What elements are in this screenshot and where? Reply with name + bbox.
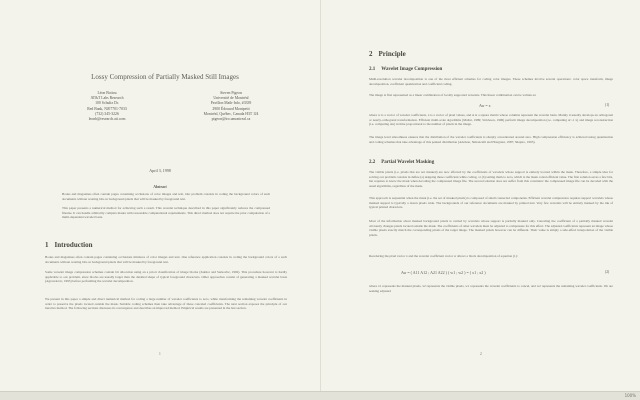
right-page — [320, 0, 640, 392]
body-paragraph: We present in this paper a simple and direct numerical method for coding a large number of wavelet coefficients to zero, while transforming the remaining wavelet coefficients in order to preserve the pixels located outside the mask. Suitable coding schemes then take advantage of these canceled coefficients. The next section exposes the principle of our iterative method. The following sections discusses its convergence and describes an improved method. Empirical results are presented in the last section. — [45, 297, 287, 311]
author-block-1 — [62, 91, 152, 122]
author-block-2 — [176, 91, 286, 122]
section-number: 1 — [45, 241, 49, 249]
body-paragraph: The visible pixels (i.e. pixels that are not masked) are now affected by the coefficients of wavelets whose support is entirely located within the mask. Therefore, a simple idea for solving our problem consists in define (a) skipping these coefficient while coding, or (b) setting them to zero, which is the mask coded efficient value. The first solution saves a few bits, but requires to know the mask when decoding the compressed image file. The second solution does not suffer from this constraint: the compressed image file can be decoded with the usual algorithms, regardless of the mask. — [369, 170, 614, 189]
body-paragraph: This approach is sequential when the mask (i.e. the set of masked pixels) is composed of small connected components. Efficient wavelet compression requires support wavelets whose masked support is typically a dozen pixels wide. The backgrounds of our reference documents are masked by printed text. Very few wavelets will be entirely masked by the ink of typical printed characters. — [369, 196, 613, 210]
author-name: Léon Bottou — [97, 91, 117, 95]
section-number: 2 — [369, 50, 373, 58]
author-address: 2900 Édouard Montpetit — [212, 106, 250, 111]
body-paragraph: Reordering the pixel vector x and the wavelet coefficient vector w allows a block decomposition of equation (1): — [369, 254, 518, 258]
subsection-heading-partial-masking — [369, 160, 434, 165]
section-title: Introduction — [54, 241, 93, 249]
section-title: Principle — [378, 50, 406, 58]
author-affiliation: Université de Montréal — [213, 96, 249, 101]
author-phone: (732) 345-3226 — [95, 111, 119, 116]
page-number: 2 — [480, 352, 482, 356]
author-address: Pavillon Math-Info, #3339 — [210, 101, 252, 106]
paper-date: April 3, 1998 — [149, 168, 171, 173]
body-paragraph: The image level smoothness ensures that the distribution of the wavelet coefficients is sharply concentrated around zero. High compression efficiency is achieved using quantization and coding schemes that take advantage of this peaked distribution (Adelson, Simoncelli and Hongrani, 1987; Shapiro, 1993). — [369, 135, 613, 144]
equation-number: (1) — [605, 103, 610, 107]
abstract-paragraph: Books and magazines often contain pages containing occlusions of color images and text. Our problem consists in coding the background colors of such documents without wasting bits on background pixels that will be masked by foreground text. — [62, 192, 270, 201]
author-email: leonb@research.att.com — [88, 117, 126, 122]
body-paragraph: where x1 represents the masked pixels, x2 represents the visible pixels, w1 represents the wavelet coefficients to cancel, and w2 represents the remaining wavelet coefficients. We are seeking adjusted — [369, 284, 613, 293]
subsection-title: Wavelet Image Compression — [381, 67, 443, 72]
author-email: pigeon@iro.umontreal.ca — [211, 117, 251, 122]
body-paragraph: Multi-resolution wavelet decomposition is one of the most efficient schemes for coding color images. These schemes involve several operations: color space transform, image decomposition, coefficient quantization and coefficient coding. — [369, 77, 613, 86]
equation-1: Aw = x — [479, 103, 491, 108]
author-affiliation: AT&T Labs Research — [90, 96, 124, 101]
subsection-number: 2.1 — [369, 67, 376, 72]
section-heading-introduction — [45, 241, 93, 249]
equation-2: Aw = ( A11 A12 ; A21 A22 ) ( w1 ; w2 ) = ( x1 ; x2 ) — [401, 270, 486, 275]
abstract-heading: Abstract — [153, 185, 167, 189]
zoom-level[interactable]: 100% — [624, 393, 636, 398]
body-paragraph: Books and magazines often contain pages containing occlusions mixtures of color images and text. One reference application consists in coding the background colors of a such documents without wasting bits on background pixels that will be masked by foreground text. — [45, 255, 287, 264]
subsection-title: Partial Wavelet Masking — [381, 160, 435, 165]
subsection-heading-wavelet-compression — [369, 67, 442, 72]
left-page — [0, 0, 320, 392]
author-name: Steven Pigeon — [220, 91, 242, 95]
body-paragraph: Most of the information about masked background pixels is carried by wavelets whose support is partially masked only. Canceling the coefficient of a partially masked wavelet obviously changes pixels located outside the mask. The coefficients of other wavelets must be adjusted to compensate for this effect. The adjusted coefficients represent an image whose visible pixels exactly match the corresponding pixels of the target image. The masked pixels however can be different. Their value is simply a side-effect interpolation of the visible pixels. — [369, 219, 613, 238]
subsection-number: 2.2 — [369, 160, 376, 165]
author-phone: Montréal, Québec, Canada H3T 1J4 — [203, 111, 259, 116]
paper-title: Lossy Compression of Partially Masked Still Images — [91, 73, 239, 81]
body-paragraph: Some wavelet image compression schemes contain bit allocation using an a priori classification of image blocks (Zakhor and Sarkovitz, 1992). This procedure however is hardly applicable to our problem, since blocks are usually larger than the detailed shape of typical foreground characters. Other approaches consist of generating a masked wavelet basis (Agrawal/etc, 1993) before performing the wavelet decomposition. — [45, 270, 287, 284]
page-number: 1 — [159, 352, 161, 356]
body-paragraph: where w is a vector of wavelet coefficients, x is a vector of pixel values, and A is a square matrix whose columns represent the wavelet basis. Mainly it usually develops an orthogonal or nearly-orthogonal transformation. Efficient multi-scale algorithms (Mallat, 1989; Strickson, 1996) perform image decomposition (i.e. computing A^-1 x) and image reconstruction (i.e. computing Aw) in time proportional to the number of pixels in the image. — [369, 113, 613, 127]
author-address: 100 Schultz Dr. — [95, 101, 119, 106]
section-heading-principle — [369, 50, 406, 58]
abstract-paragraph: This paper presents a numerical method for achieving such a result. This wavelet technique described in this paper significantly reduces the compressed filesize. It can handle arbitrarily complex masks with reasonable computational requirements. This direct method does not require the prior computation of a multi-dependent wavelet basis. — [62, 206, 270, 220]
author-address: Red Bank, NJ07701-7033 — [87, 106, 127, 111]
body-paragraph: The image is first represented as a linear combination of locally supported wavelets. This linear combination can be written as: — [369, 93, 537, 97]
equation-number: (2) — [605, 270, 610, 274]
viewer-statusbar — [0, 391, 640, 400]
